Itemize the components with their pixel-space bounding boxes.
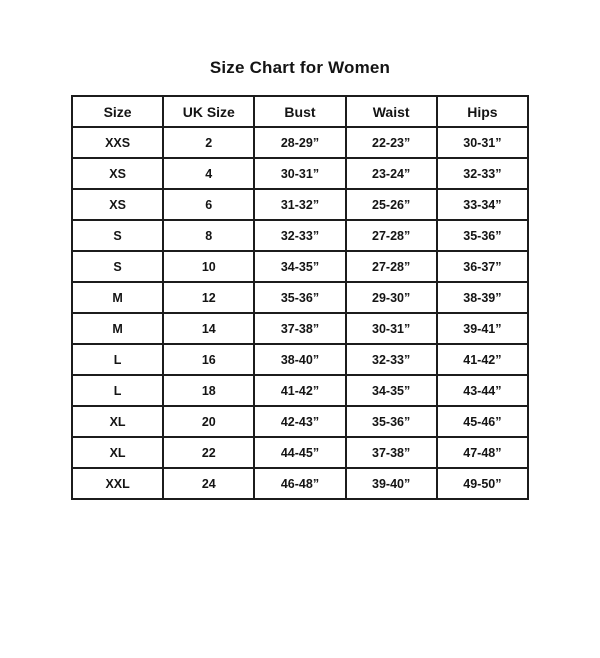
cell-bust: 38-40” <box>254 344 345 375</box>
cell-waist: 30-31” <box>346 313 437 344</box>
cell-hips: 38-39” <box>437 282 528 313</box>
table-row <box>72 344 528 375</box>
cell-bust: 37-38” <box>254 313 345 344</box>
cell-hips: 49-50” <box>437 468 528 499</box>
cell-uk-size: 6 <box>163 189 254 220</box>
cell-uk-size: 18 <box>163 375 254 406</box>
cell-uk-size: 2 <box>163 127 254 158</box>
header-cell-bust: Bust <box>254 96 345 127</box>
cell-hips: 32-33” <box>437 158 528 189</box>
cell-waist: 25-26” <box>346 189 437 220</box>
cell-hips: 41-42” <box>437 344 528 375</box>
cell-size: XL <box>72 437 163 468</box>
cell-uk-size: 24 <box>163 468 254 499</box>
cell-hips: 43-44” <box>437 375 528 406</box>
cell-waist: 29-30” <box>346 282 437 313</box>
cell-size: L <box>72 344 163 375</box>
header-cell-hips: Hips <box>437 96 528 127</box>
cell-size: S <box>72 251 163 282</box>
cell-bust: 28-29” <box>254 127 345 158</box>
cell-uk-size: 20 <box>163 406 254 437</box>
cell-bust: 35-36” <box>254 282 345 313</box>
table-row <box>72 251 528 282</box>
cell-hips: 39-41” <box>437 313 528 344</box>
cell-size: XXS <box>72 127 163 158</box>
cell-hips: 33-34” <box>437 189 528 220</box>
page-title: Size Chart for Women <box>209 58 391 77</box>
cell-hips: 36-37” <box>437 251 528 282</box>
table-row <box>72 468 528 499</box>
cell-size: XL <box>72 406 163 437</box>
cell-uk-size: 12 <box>163 282 254 313</box>
cell-uk-size: 14 <box>163 313 254 344</box>
cell-bust: 34-35” <box>254 251 345 282</box>
cell-bust: 44-45” <box>254 437 345 468</box>
cell-hips: 45-46” <box>437 406 528 437</box>
table-row <box>72 127 528 158</box>
cell-uk-size: 4 <box>163 158 254 189</box>
cell-waist: 39-40” <box>346 468 437 499</box>
cell-uk-size: 22 <box>163 437 254 468</box>
header-row <box>72 96 528 127</box>
cell-waist: 27-28” <box>346 251 437 282</box>
cell-size: XXL <box>72 468 163 499</box>
cell-bust: 31-32” <box>254 189 345 220</box>
table-row <box>72 313 528 344</box>
table-body <box>72 127 528 499</box>
cell-size: XS <box>72 158 163 189</box>
table-row <box>72 189 528 220</box>
cell-uk-size: 10 <box>163 251 254 282</box>
header-cell-waist: Waist <box>346 96 437 127</box>
cell-size: M <box>72 313 163 344</box>
header-cell-uk-size: UK Size <box>163 96 254 127</box>
cell-waist: 34-35” <box>346 375 437 406</box>
cell-hips: 35-36” <box>437 220 528 251</box>
cell-waist: 35-36” <box>346 406 437 437</box>
cell-waist: 27-28” <box>346 220 437 251</box>
table-row <box>72 282 528 313</box>
table-row <box>72 437 528 468</box>
cell-hips: 47-48” <box>437 437 528 468</box>
cell-bust: 30-31” <box>254 158 345 189</box>
cell-bust: 41-42” <box>254 375 345 406</box>
header-cell-size: Size <box>72 96 163 127</box>
cell-size: S <box>72 220 163 251</box>
cell-uk-size: 16 <box>163 344 254 375</box>
cell-size: M <box>72 282 163 313</box>
cell-waist: 22-23” <box>346 127 437 158</box>
cell-waist: 37-38” <box>346 437 437 468</box>
size-chart-table <box>71 95 529 500</box>
cell-waist: 32-33” <box>346 344 437 375</box>
cell-waist: 23-24” <box>346 158 437 189</box>
table-row <box>72 158 528 189</box>
cell-bust: 32-33” <box>254 220 345 251</box>
table-row <box>72 406 528 437</box>
table-row <box>72 220 528 251</box>
cell-bust: 46-48” <box>254 468 345 499</box>
cell-size: L <box>72 375 163 406</box>
table-row <box>72 375 528 406</box>
cell-bust: 42-43” <box>254 406 345 437</box>
cell-size: XS <box>72 189 163 220</box>
cell-uk-size: 8 <box>163 220 254 251</box>
cell-hips: 30-31” <box>437 127 528 158</box>
table-header <box>72 96 528 127</box>
